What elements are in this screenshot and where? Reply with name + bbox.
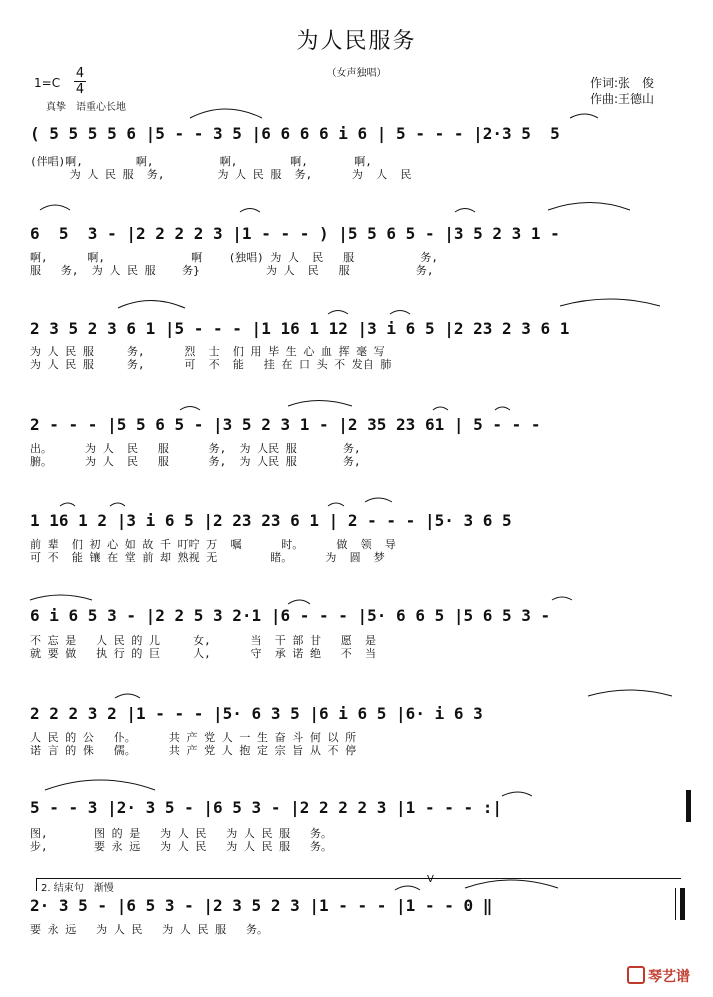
slur <box>45 780 155 790</box>
slur <box>495 407 510 410</box>
lyrics-row-1-a: (伴唱)啊, 啊, 啊, 啊, 啊, <box>30 155 372 168</box>
logo-icon <box>627 966 645 984</box>
lyrics-row-8-a: 图, 图 的 是 为 人 民 为 人 民 服 务。 <box>30 827 332 840</box>
slur <box>190 109 262 118</box>
slur <box>548 203 630 211</box>
tempo-marking: 真挚 语重心长地 <box>46 102 126 113</box>
lyrics-row-7-a: 人 民 的 公 仆。 共 产 党 人 一 生 奋 斗 何 以 所 <box>30 731 357 744</box>
fermata-mark: V <box>427 874 434 885</box>
slur <box>455 209 475 213</box>
notes-row-2: 6 5 3 - |2 2 2 2 3 |1 - - - ) |5 5 6 5 - |3 5 2 3 1 - <box>30 224 560 243</box>
slur <box>328 503 344 506</box>
lyricist-credit: 作词:张 俊 <box>590 76 655 90</box>
slur <box>502 792 532 796</box>
slur <box>30 595 92 600</box>
lyrics-row-1-b: 为 人 民 服 务, 为 人 民 服 务, 为 人 民 <box>30 168 412 181</box>
time-top: 4 <box>75 66 85 81</box>
lyrics-row-2-b: 服 务, 为 人 民 服 务} 为 人 民 服 务, <box>30 264 434 277</box>
key-signature: 1=C <box>34 76 61 90</box>
notes-row-5: 1 16 1 2 |3 i 6 5 |2 23 23 6 1 | 2 - - - |5· 3 6 5 <box>30 511 512 530</box>
slur <box>288 600 310 604</box>
slur <box>588 690 672 696</box>
notes-row-1: ( 5 5 5 5 6 |5 - - 3 5 |6 6 6 6 i 6 | 5 - - - |2·3 5 5 <box>30 124 560 143</box>
slur <box>110 503 125 506</box>
notes-row-3: 2 3 5 2 3 6 1 |5 - - - |1 16 1 12 |3 i 6 5 |2 23 2 3 6 1 <box>30 319 570 338</box>
slur <box>433 407 448 410</box>
slur <box>365 498 392 502</box>
time-signature <box>74 66 86 97</box>
lyrics-row-6-a: 不 忘 是 人 民 的 儿 女, 当 干 部 甘 愿 是 <box>30 634 377 647</box>
slur <box>552 597 572 600</box>
time-bottom: 4 <box>75 82 85 97</box>
logo-text: 琴艺谱 <box>648 969 690 985</box>
notes-row-4: 2 - - - |5 5 6 5 - |3 5 2 3 1 - |2 35 23 61 | 5 - - - <box>30 415 541 434</box>
brand-logo <box>627 966 690 986</box>
slur <box>570 114 598 118</box>
slur <box>115 694 140 698</box>
lyrics-row-5-b: 可 不 能 镶 在 堂 前 却 熟视 无 睹。 为 圆 梦 <box>30 551 385 564</box>
slur <box>40 205 70 210</box>
score-title: 为人民服务 <box>296 29 417 54</box>
notes-row-8: 5 - - 3 |2· 3 5 - |6 5 3 - |2 2 2 2 3 |1 - - - :| <box>30 798 503 817</box>
slur <box>240 209 260 213</box>
lyrics-row-4-a: 出。 为 人 民 服 务, 为 人民 服 务, <box>30 442 361 455</box>
composer-credit: 作曲:王德山 <box>590 92 655 106</box>
lyrics-row-3-b: 为 人 民 服 务, 可 不 能 挂 在 口 头 不 发自 肺 <box>30 358 392 371</box>
slur <box>118 301 185 309</box>
slur <box>328 311 348 315</box>
volta-bracket: 2. 结束句 渐慢 <box>36 878 681 891</box>
lyrics-row-7-b: 诺 言 的 侏 儒。 共 产 党 人 抱 定 宗 旨 从 不 停 <box>30 744 357 757</box>
lyrics-row-5-a: 前 辈 们 初 心 如 故 千 叮咛 万 嘱 时。 做 领 导 <box>30 538 396 551</box>
lyrics-row-3-a: 为 人 民 服 务, 烈 士 们 用 毕 生 心 血 挥 毫 写 <box>30 345 385 358</box>
lyrics-row-6-b: 就 要 做 执 行 的 巨 人, 守 承 诺 绝 不 当 <box>30 647 377 660</box>
final-barline <box>675 888 676 920</box>
lyrics-row-4-b: 腑。 为 人 民 服 务, 为 人民 服 务, <box>30 455 361 468</box>
slur <box>390 311 410 315</box>
notes-row-7: 2 2 2 3 2 |1 - - - |5· 6 3 5 |6 i 6 5 |6· i 6 3 <box>30 704 483 723</box>
score-subtitle: （女声独唱） <box>326 68 387 79</box>
final-barline-thick <box>680 888 685 920</box>
repeat-barline <box>686 790 691 822</box>
slur <box>560 299 660 306</box>
notes-row-9: 2· 3 5 - |6 5 3 - |2 3 5 2 3 |1 - - - |1 - - 0 ‖ <box>30 896 493 915</box>
slur <box>180 407 200 411</box>
lyrics-row-8-b: 步, 要 永 远 为 人 民 为 人 民 服 务。 <box>30 840 332 853</box>
slur <box>60 503 75 506</box>
lyrics-row-9-a: 要 永 远 为 人 民 为 人 民 服 务。 <box>30 923 268 936</box>
notes-row-6: 6 i 6 5 3 - |2 2 5 3 2·1 |6 - - - |5· 6 6 5 |5 6 5 3 - <box>30 606 551 625</box>
lyrics-row-2-a: 啊, 啊, 啊 (独唱) 为 人 民 服 务, <box>30 251 439 264</box>
slur <box>288 401 352 407</box>
